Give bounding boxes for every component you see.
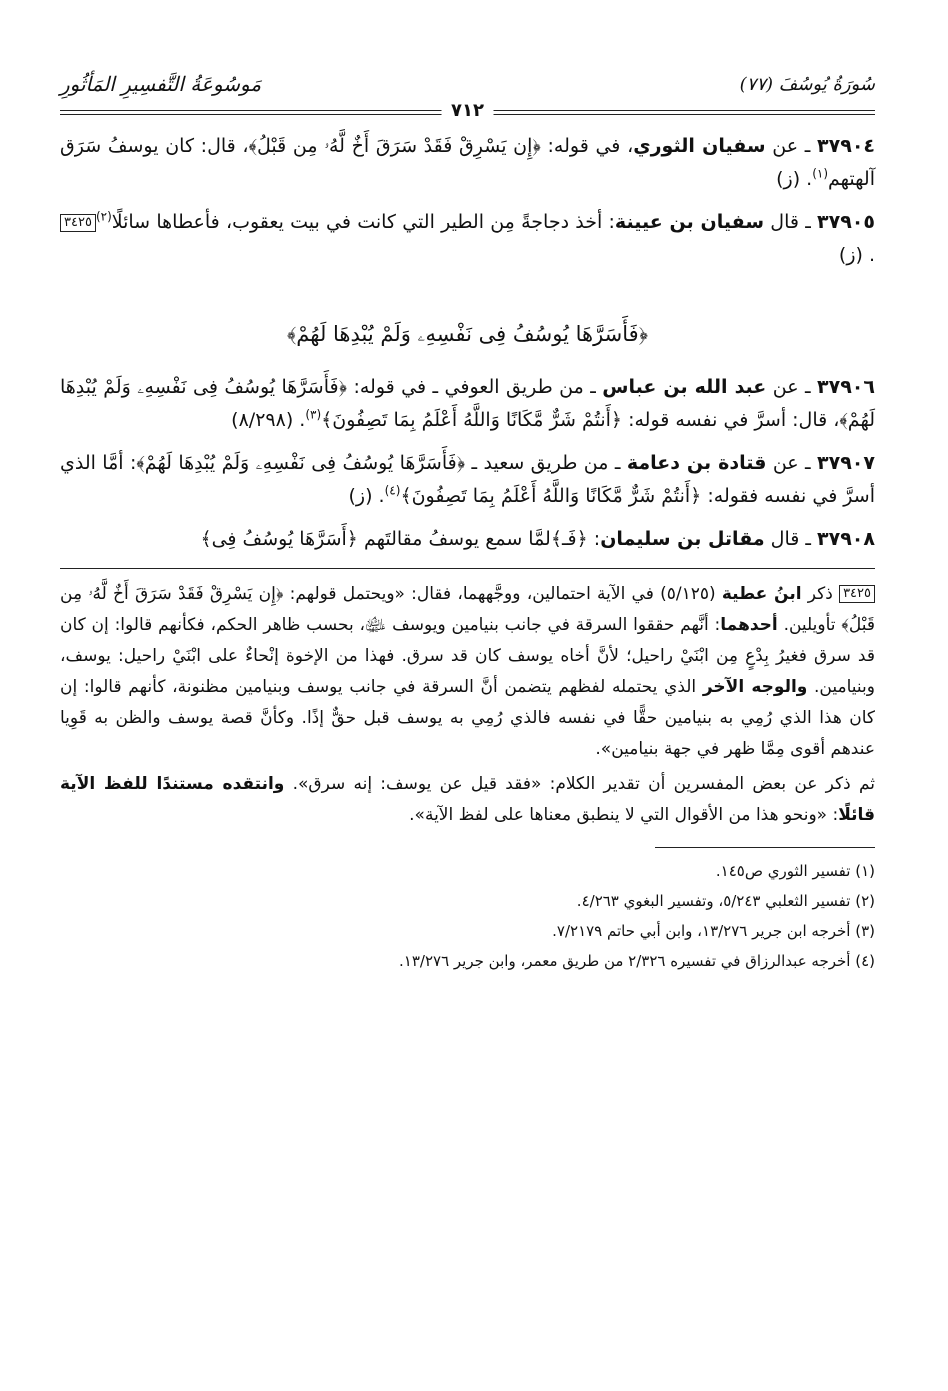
narration-number: ٣٧٩٠٥ bbox=[817, 211, 875, 233]
narration-entry: ٣٧٩٠٧ ـ عن قتادة بن دعامة ـ من طريق سعيد ـ ﴿فَأَسَرَّهَا يُوسُفُ فِى نَفْسِهِۦ وَلَمْ يُبْدِهَا لَهُمْ﴾: أمَّا الذي أسرَّ في نفسه فقوله: ﴿أَنتُمْ شَرٌّ مَّكَانًا وَاللَّهُ أَعْلَمُ بِمَا تَصِفُونَ﴾$^{(٤)}$. (ز) bbox=[60, 452, 875, 507]
quran-quote: ﴿إِن يَسْرِقْ فَقَدْ سَرَقَ أَخٌ لَّهُۥ مِن قَبْلُ﴾ bbox=[60, 584, 875, 635]
quran-quote: ﴿فَأَسَرَّهَا يُوسُفُ فِى نَفْسِهِۦ وَلَمْ يُبْدِهَا لَهُمْ﴾ bbox=[60, 376, 875, 431]
page-number: ٧١٢ bbox=[441, 100, 494, 121]
narration-entry: ٣٧٩٠٤ ـ عن سفيان الثوري، في قوله: ﴿إِن يَسْرِقْ فَقَدْ سَرَقَ أَخٌ لَّهُۥ مِن قَبْلُ﴾، قال: كان يوسفُ سَرَق آلهتهم$^{(١)}$. (ز) bbox=[60, 135, 876, 190]
surah-title: سُورَةُ يُوسُفَ (٧٧) bbox=[739, 74, 875, 95]
narration-number: ٣٧٩٠٤ bbox=[817, 135, 876, 157]
commentary-note bbox=[60, 579, 875, 831]
quran-quote: ﴿إِن يَسْرِقْ فَقَدْ سَرَقَ أَخٌ لَّهُۥ مِن قَبْلُ﴾ bbox=[248, 135, 541, 157]
narration-number: ٣٧٩٠٦ bbox=[817, 376, 875, 398]
narration-entry: ٣٧٩٠٨ ـ قال مقاتل بن سليمان: ﴿فَـ﴾لمَّا سمع يوسفُ مقالتَهم ﴿أَسَرَّهَا يُوسُفُ فِى﴾ bbox=[200, 528, 875, 550]
footnote-item: (١) تفسير الثوري ص١٤٥. bbox=[715, 862, 875, 880]
page bbox=[60, 60, 875, 976]
footnote-ref[interactable]: (٣) bbox=[305, 407, 322, 422]
first-interpretation-label: أحدهما bbox=[720, 615, 778, 635]
narration-number: ٣٧٩٠٧ bbox=[817, 452, 875, 474]
quran-quote: ﴿أَسَرَّهَا يُوسُفُ فِى﴾ bbox=[200, 528, 358, 550]
quran-quote: ﴿أَنتُمْ شَرٌّ مَّكَانًا وَاللَّهُ أَعْلَمُ بِمَا تَصِفُونَ﴾ bbox=[321, 409, 623, 431]
narrator-name: سفيان الثوري bbox=[633, 135, 766, 157]
scholar-name: ابنُ عطية bbox=[721, 584, 802, 604]
footnote-ref[interactable]: (٤) bbox=[384, 483, 401, 498]
quran-quote: ﴿أَنتُمْ شَرٌّ مَّكَانًا وَاللَّهُ أَعْلَمُ بِمَا تَصِفُونَ﴾ bbox=[400, 485, 702, 507]
second-interpretation-label: والوجه الآخر bbox=[702, 677, 808, 697]
footnote-item: (٤) أخرجه عبدالرزاق في تفسيره ٢/٣٢٦ من طريق معمر، وابن جرير ١٣/٢٧٦. bbox=[399, 952, 875, 970]
narrator-name: قتادة بن دعامة bbox=[626, 452, 767, 474]
footnote-ref[interactable]: (٢) bbox=[95, 209, 112, 224]
commentary-separator bbox=[60, 568, 875, 569]
footnote-item: (٢) تفسير الثعلبي ٥/٢٤٣، وتفسير البغوي ٤/٢٦٣. bbox=[576, 892, 875, 910]
page-header bbox=[60, 60, 875, 122]
book-title: مَوسُوعَةُ التَّفسِيرِ المَأثُورِ bbox=[60, 72, 262, 96]
narrator-name: عبد الله بن عباس bbox=[602, 376, 767, 398]
commentary-paragraph: ٣٤٢٥ ذكر ابنُ عطية (٥/١٢٥) في الآية احتمالين، ووجَّههما، فقال: «ويحتمل قولهم: ﴿إِن يَسْرِقْ فَقَدْ سَرَقَ أَخٌ لَّهُۥ مِن قَبْلُ﴾ تأويلين. أحدهما: أنَّهم حققوا السرقة في جانب بنيامين ويوسف ﵉، بحسب ظاهر الحكم، فكأنهم قالوا: إن كان قد سرق فغيرُ بِدْعٍ مِن ابْنَيْ راحيل؛ لأنَّ أخاه يوسف كان قد سرق. فهذا من الإخوة إنْحاءٌ على ابْنَيْ راحيل: يوسف، وبنيامين. والوجه الآخر الذي يحتمله لفظهم يتضمن أنَّ السرقة في جانب يوسف وبنيامين مظنونة، كأنهم قالوا: إن كان هذا الذي رُمِي به بنيامين حقًّا في نفسه فالذي رُمِي به يوسف قبل حقٌّ إذًا. وكأنَّ قصة يوسف والظن به قَوِيا عندهم أقوى مِمَّا ظهر في جهة بنيامين». bbox=[60, 584, 875, 759]
footnote-rule bbox=[655, 847, 875, 848]
commentary-box-number: ٣٤٢٥ bbox=[839, 585, 875, 603]
narration-number: ٣٧٩٠٨ bbox=[817, 528, 875, 550]
narration-entry: ٣٧٩٠٦ ـ عن عبد الله بن عباس ـ من طريق العوفي ـ في قوله: ﴿فَأَسَرَّهَا يُوسُفُ فِى نَفْسِهِۦ وَلَمْ يُبْدِهَا لَهُمْ﴾، قال: أسرَّ في نفسه قوله: ﴿أَنتُمْ شَرٌّ مَّكَانًا وَاللَّهُ أَعْلَمُ بِمَا تَصِفُونَ﴾$^{(٣)}$. (٨/٢٩٨) bbox=[60, 376, 875, 431]
quran-quote: ﴿فَأَسَرَّهَا يُوسُفُ فِى نَفْسِهِۦ وَلَمْ يُبْدِهَا لَهُمْ﴾ bbox=[136, 452, 466, 474]
footnotes bbox=[60, 856, 875, 976]
narrator-name: مقاتل بن سليمان bbox=[600, 528, 765, 550]
commentary-paragraph: ثم ذكر عن بعض المفسرين أن تقدير الكلام: «فقد قيل عن يوسف: إنه سرق». وانتقده مستندًا للفظ الآية قائلًا: «ونحو هذا من الأقوال التي لا ينطبق معناها على لفظ الآية». bbox=[60, 774, 876, 825]
footnote-ref[interactable]: (١) bbox=[812, 166, 829, 181]
narrator-name: سفيان بن عيينة bbox=[614, 211, 765, 233]
critique-label: وانتقده مستندًا للفظ الآية قائلًا bbox=[60, 774, 875, 825]
footnote-item: (٣) أخرجه ابن جرير ١٣/٢٧٦، وابن أبي حاتم ٧/٢١٧٩. bbox=[552, 922, 875, 940]
verse-heading: ﴿فَأَسَرَّهَا يُوسُفُ فِى نَفْسِهِۦ وَلَمْ يُبْدِهَا لَهُمْ﴾ bbox=[286, 322, 648, 346]
narration-entry: ٣٧٩٠٥ ـ قال سفيان بن عيينة: أخذ دجاجةً مِن الطير التي كانت في بيت يعقوب، فأعطاها سائلًا$^{(٢)}$٣٤٢٥. (ز) bbox=[60, 206, 875, 272]
commentary-box-ref[interactable]: ٣٤٢٥ bbox=[60, 214, 96, 232]
main-text bbox=[60, 130, 875, 556]
quran-quote: ﴿فَـ﴾ bbox=[550, 528, 588, 550]
